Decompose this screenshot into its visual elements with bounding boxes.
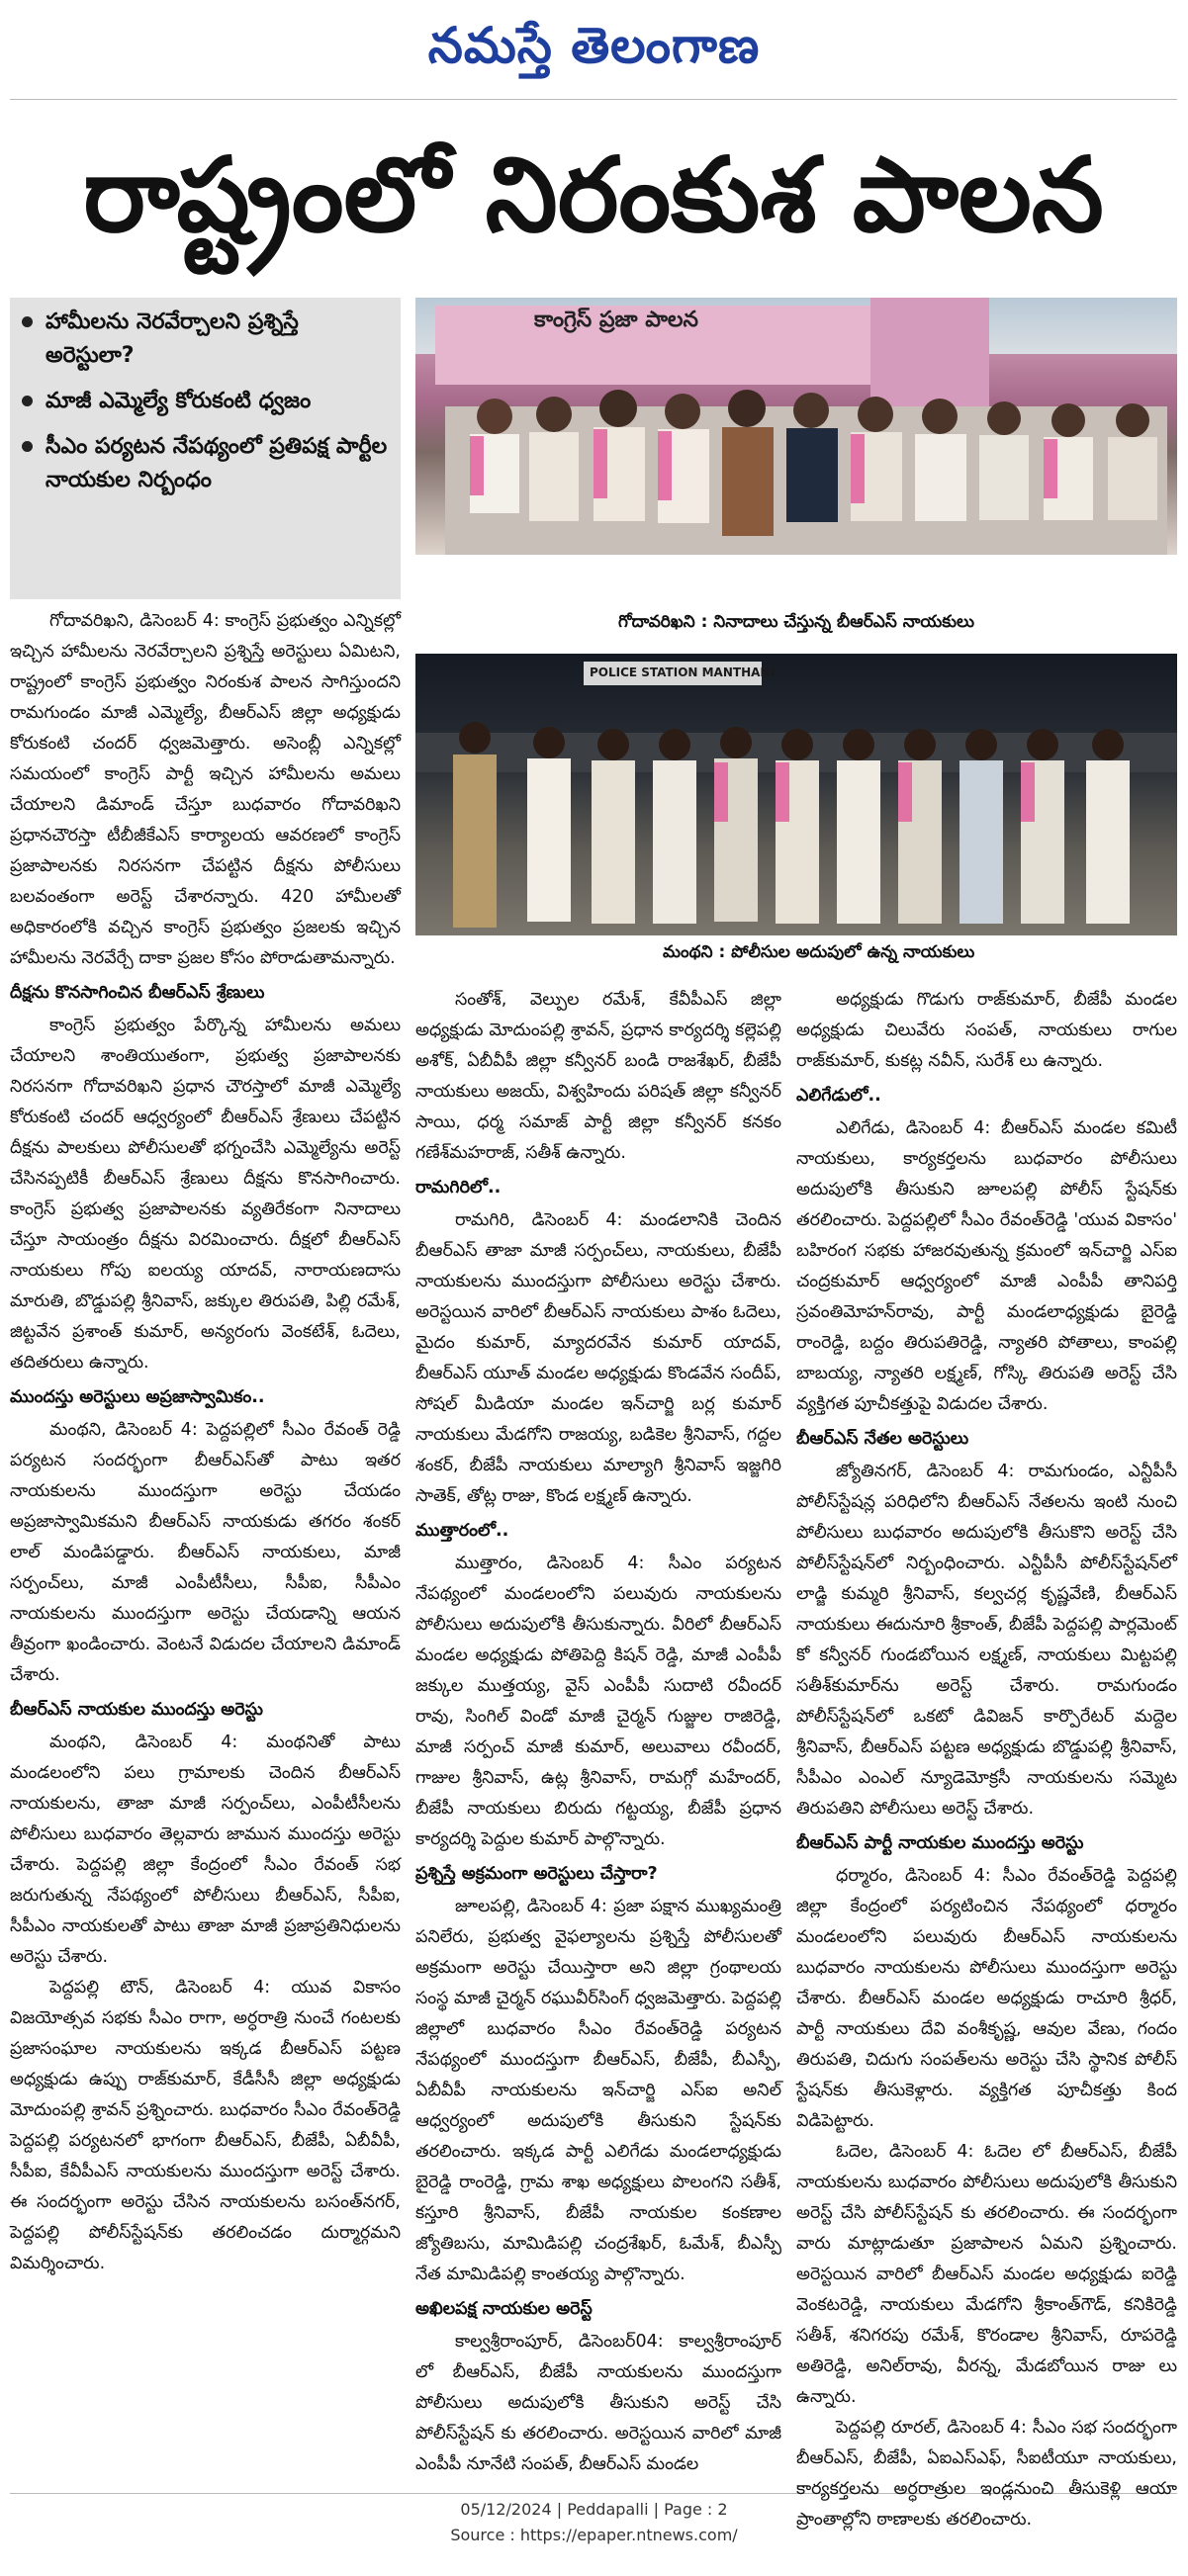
footer-date-line: 05/12/2024 | Peddapalli | Page : 2 (460, 2500, 728, 2519)
photo-protest (415, 298, 1177, 555)
masthead-title: నమస్తే తెలంగాణ (427, 16, 761, 74)
subheading: బీఆర్‌ఎస్ నాయకుల ముందస్తు అరెస్టు (10, 1700, 263, 1720)
paragraph: ఓదెల, డిసెంబర్ 4: ఓదెల లో బీఆర్‌ఎస్, బీజేపీ నాయకులను బుధవారం పోలీసులు అదుపులోకి తీసుకుని అరెస్ట్ చేసి పోలీస్‌స్టేషన్ కు తరలించారు. ఈ సందర్భంగా వారు మాట్లాడుతూ ప్రజాపాలన ఏమని ప్రశ్నించారు. అరెస్టయిన వారిలో బీఆర్‌ఎస్ మండల అధ్యక్షుడు ఐరెడ్డి వెంకటరెడ్డి, నాయకులు మేడగోని శ్రీకాంత్‌గౌడ్, కనికిరెడ్డి సతీశ్, శనిగరపు రమేశ్, కొరండాల శ్రీనివాస్, రూపరెడ్డి అతిరెడ్డి, అనిల్‌రావు, వీరన్న, మేడబోయిన రాజు లు ఉన్నారు. (796, 2142, 1177, 2407)
photo-police-station (415, 654, 1177, 935)
article-column-1 (10, 606, 401, 2485)
subheading: ముందస్తు అరెస్టులు అప్రజాస్వామికం.. (10, 1387, 265, 1407)
paragraph: జ్యోతినగర్, డిసెంబర్ 4: రామగుండం, ఎన్టీపీసీ పోలీస్‌స్టేషన్ల పరిధిలోని బీఆర్‌ఎస్ నేతలను ఇంటి నుంచి పోలీసులు బుధవారం అదుపులోకి తీసుకొని అరెస్ట్ చేసి పోలీస్‌స్టేషన్‌లో నిర్బంధించారు. ఎన్టీపీసీ పోలీస్‌స్టేషన్‌లో లాడ్జి కుమ్మరి శ్రీనివాస్, కల్వచర్ల కృష్ణవేణి, బీఆర్‌ఎస్ నాయకులు ఈదునూరి శ్రీకాంత్, బీజేపీ పెద్దపల్లి పార్లమెంట్ కో కన్వీనర్ గుండబోయిన లక్ష్మణ్, నాయకులు మిట్టపల్లి సతీశ్‌కుమార్‌ను అరెస్ట్ చేశారు. రామగుండం పోలీస్‌స్టేషన్‌లో ఒకటో డివిజన్ కార్పొరేటర్ మద్దెల శ్రీనివాస్, బీఆర్‌ఎస్ పట్టణ అధ్యక్షుడు బొడ్డుపల్లి శ్రీనివాస్, సీపీఎం ఎంఎల్ న్యూడెమోక్రసీ నాయకులను సమ్మెట తిరుపతిని పోలీసులు అరెస్ట్ చేశారు. (796, 1462, 1177, 1819)
paragraph: ఎలిగేడు, డిసెంబర్ 4: బీఆర్‌ఎస్ మండల కమిటీ నాయకులు, కార్యకర్తలను బుధవారం పోలీసులు అదుపులోకి తీసుకుని జూలపల్లి పోలీస్ స్టేషన్‌కు తరలించారు. పెద్దపల్లిలో సీఎం రేవంత్‌రెడ్డి 'యువ వికాసం' బహిరంగ సభకు హాజరవుతున్న క్రమంలో ఇన్‌చార్జి ఎస్‌ఐ చంద్రకుమార్ ఆధ్వర్యంలో మాజీ ఎంపీపీ తానిపర్తి స్రవంతిమోహన్‌రావు, పార్టీ మండలాధ్యక్షుడు బైరెడ్డి రాంరెడ్డి, బద్దం తిరుపతిరెడ్డి, న్యాతరి పోతాలు, కాంపల్లి బాబయ్య, న్యాతరి లక్ష్మణ్, గోస్కి తిరుపతి అరెస్ట్ చేసి వ్యక్తిగత పూచీకత్తుపై విడుదల చేశారు. (796, 1118, 1177, 1414)
subheading: ప్రశ్నిస్తే అక్రమంగా అరెస్టులు చేస్తారా? (415, 1864, 658, 1884)
paragraph: మంథని, డిసెంబర్ 4: మంథనితో పాటు మండలంలోని పలు గ్రామాలకు చెందిన బీఆర్‌ఎస్ నాయకులను, తాజా మాజీ సర్పంచ్‌లు, ఎంపీటీసీలను పోలీసులు బుధవారం తెల్లవారు జామున ముందస్తు అరెస్టు చేశారు. పెద్దపల్లి జిల్లా కేంద్రంలో సీఎం రేవంత్ సభ జరుగుతున్న నేపథ్యంలో పోలీసులు బీఆర్‌ఎస్, సీపీఐ, సీపీఎం నాయకులతో పాటు తాజా మాజీ ప్రజాప్రతినిధులను అరెస్టు చేశారు. (10, 1732, 401, 1967)
subheading: ఎలిగేడులో.. (796, 1086, 881, 1106)
paragraph: కాల్వశ్రీరాంపూర్, డిసెంబర్04: కాల్వశ్రీరాంపూర్ లో బీఆర్‌ఎస్, బీజేపీ నాయకులను ముందస్తుగా పోలీసులు అదుపులోకి తీసుకుని అరెస్ట్ చేసి పోలీస్‌స్టేషన్ కు తరలించారు. అరెస్టయిన వారిలో మాజీ ఎంపీపీ నూనేటి సంపత్, బీఆర్‌ఎస్ మండల (415, 2332, 781, 2474)
article-column-3 (796, 985, 1177, 2530)
paragraph: పెద్దపల్లి టౌన్, డిసెంబర్ 4: యువ వికాసం విజయోత్సవ సభకు సీఎం రాగా, అర్ధరాత్రి నుంచే గంటలకు ప్రజాసంఘాల నాయకులను ఇక్కడ బీఆర్‌ఎస్ పట్టణ అధ్యక్షుడు ఉప్పు రాజ్‌కుమార్, కేడీసీసీ జిల్లా అధ్యక్షుడు మోదుంపల్లి శ్రావన్ ప్రశ్నించారు. బుధవారం సీఎం రేవంత్‌రెడ్డి పెద్దపల్లి పర్యటనలో భాగంగా బీఆర్‌ఎస్, బీజేపీ, ఏబీవీపీ, సీపీఐ, కేవీపీఎస్ నాయకులను ముందస్తుగా అరెస్ట్ చేశారు. ఈ సందర్భంగా అరెస్టు చేసిన నాయకులను బసంత్‌నగర్, పెద్దపల్లి పోలీస్‌స్టేషన్‌కు తరలించడం దుర్మార్గమని విమర్శించారు. (10, 1978, 401, 2273)
paragraph: జూలపల్లి, డిసెంబర్ 4: ప్రజా పక్షాన ముఖ్యమంత్రి పనిలేరు, ప్రభుత్వ వైఫల్యాలను ప్రశ్నిస్తే పోలీసులతో అక్రమంగా అరెస్టు చేయిస్తారా అని జిల్లా గ్రంథాలయ సంస్థ మాజీ చైర్మన్ రఘువీర్‌సింగ్ ధ్వజమెత్తారు. పెద్దపల్లి జిల్లాలో బుధవారం సీఎం రేవంత్‌రెడ్డి పర్యటన నేపథ్యంలో ముందస్తుగా బీఆర్‌ఎస్, బీజేపీ, బీఎస్పీ, ఏబీవీపీ నాయకులను ఇన్‌చార్జి ఎస్‌ఐ అనిల్ ఆధ్వర్యంలో అదుపులోకి తీసుకుని స్టేషన్‌కు తరలించారు. ఇక్కడ పార్టీ ఎలిగేడు మండలాధ్యక్షుడు బైరెడ్డి రాంరెడ్డి, గ్రామ శాఖ అధ్యక్షులు పొలంగని సతీశ్, కస్తూరి శ్రీనివాస్, బీజేపీ నాయకుల కంకణాల జ్యోతిబసు, మామిడిపల్లి చంద్రశేఖర్, ఓమేశ్, బీఎస్పీ నేత మామిడిపల్లి కాంతయ్య పాల్గొన్నారు. (415, 1897, 781, 2284)
paragraph: ముత్తారం, డిసెంబర్ 4: సీఎం పర్యటన నేపథ్యంలో మండలంలోని పలువురు నాయకులను పోలీసులు అదుపులోకి తీసుకున్నారు. వీరిలో బీఆర్‌ఎస్ మండల అధ్యక్షుడు పోతిపెద్ది కిషన్ రెడ్డి, మాజీ ఎంపీపీ జక్కుల ముత్తయ్య, వైస్ ఎంపీపీ సుదాటి రవీందర్ రావు, సింగిల్ విండో మాజీ చైర్మన్ గుజ్జుల రాజిరెడ్డి, మాజీ సర్పంచ్ మాజీ కుమార్, అలువాలు రవీందర్, గాజుల శ్రీనివాస్, ఉట్ల శ్రీనివాస్, రామగ్గో మహేందర్, బీజేపీ నాయకులు బిరుదు గట్టయ్య, బీజేపీ ప్రధాన కార్యదర్శి పెద్దుల కుమార్ పాల్గొన్నారు. (415, 1554, 781, 1849)
highlight-item: హామీలను నెరవేర్చాలని ప్రశ్నిస్తే అరెస్టులా? (20, 306, 391, 373)
paragraph: పెద్దపల్లి రూరల్, డిసెంబర్ 4: సీఎం సభ సందర్భంగా బీఆర్‌ఎస్, బీజేపీ, ఏఐఎస్ఎఫ్, సీఐటీయూ నాయకులు, కార్యకర్తలను అర్ధరాత్రుల ఇండ్లనుంచి తీసుకెళ్లి ఆయా ప్రాంతాల్లోని ఠాణాలకు తరలించారు. (796, 2418, 1177, 2530)
headline (10, 102, 1177, 288)
paragraph: కాంగ్రెస్ ప్రభుత్వం పేర్కొన్న హామీలను అమలు చేయాలని శాంతియుతంగా, ప్రభుత్వ ప్రజాపాలనకు నిరసనగా గోదావరిఖని ప్రధాన చౌరస్తాలో మాజీ ఎమ్మెల్యే కోరుకంటి చందర్ ఆధ్వర్యంలో బీఆర్‌ఎస్ శ్రేణులు చేపట్టిన దీక్షను పాలకులు పోలీసులతో భగ్నంచేసి ఎమ్మెల్యేను అరెస్ట్ చేసినప్పటికీ బీఆర్‌ఎస్ శ్రేణులు దీక్షను కొనసాగించారు. కాంగ్రెస్ ప్రభుత్వ ప్రజాపాలనకు వ్యతిరేకంగా నినాదాలు చేస్తూ సాయంత్రం దీక్షను విరమించారు. దీక్షలో బీఆర్‌ఎస్ నాయకులు గోపు ఐలయ్య యాదవ్, నారాయణదాసు మారుతి, బొడ్డుపల్లి శ్రీనివాస్, జక్కుల తిరుపతి, పిల్లి రమేశ్, జిట్టవేన ప్రశాంత్ కుమార్, అన్యరంగు వెంకటేశ్, ఓదెలు, తదితరులు ఉన్నారు. (10, 1016, 401, 1373)
paragraph: ధర్మారం, డిసెంబర్ 4: సీఎం రేవంత్‌రెడ్డి పెద్దపల్లి జిల్లా కేంద్రంలో పర్యటించిన నేపథ్యంలో ధర్మారం మండలంలోని పలువురు బీఆర్‌ఎస్ నాయకులను బుధవారం నాయకులను పోలీసులు ముందస్తుగా అరెస్టు చేశారు. బీఆర్‌ఎస్ మండల అధ్యక్షుడు రాచూరి శ్రీధర్, పార్టీ నాయకులు దేవి వంశీకృష్ణ, ఆవుల వేణు, గందం తిరుపతి, చిదుగు సంపత్‌లను అరెస్టు చేసి స్థానిక పోలీస్ స్టేషన్‌కు తీసుకెళ్లారు. వ్యక్తిగత పూచీకత్తు కింద విడిపెట్టారు. (796, 1866, 1177, 2131)
photo-protest-banner-text: కాంగ్రెస్ ప్రజా పాలన (534, 308, 698, 332)
photo-protest-image (415, 298, 1177, 555)
subheading: దీక్షను కొనసాగించిన బీఆర్‌ఎస్ శ్రేణులు (10, 983, 265, 1003)
subheading: బీఆర్‌ఎస్ నేతల అరెస్టులు (796, 1429, 969, 1449)
highlights-box (10, 298, 401, 599)
photo-police-station-image (415, 654, 1177, 935)
masthead (0, 0, 1188, 91)
subheading: అఖిలపక్ష నాయకుల అరెస్ట్ (415, 2299, 593, 2319)
paragraph: గోదావరిఖని, డిసెంబర్ 4: కాంగ్రెస్ ప్రభుత్వం ఎన్నికల్లో ఇచ్చిన హామీలను నెరవేర్చాలని ప్రశ్నిస్తే అరెస్టులు ఏమిటని, రాష్ట్రంలో కాంగ్రెస్ ప్రభుత్వం నిరంకుశ పాలన సాగిస్తుందని రామగుండం మాజీ ఎమ్మెల్యే, బీఆర్‌ఎస్ జిల్లా అధ్యక్షుడు కోరుకంటి చందర్ ధ్వజమెత్తారు. అసెంబ్లీ ఎన్నికల్లో సమయంలో కాంగ్రెస్ పార్టీ ఇచ్చిన హామీలను అమలు చేయాలని డిమాండ్ చేస్తూ బుధవారం గోదావరిఖని ప్రధానచౌరస్తా టీబీజీకేఎస్ కార్యాలయ ఆవరణలో కాంగ్రెస్ ప్రజాపాలనకు నిరసనగా చేపట్టిన దీక్షను పోలీసులు బలవంతంగా అరెస్ట్ చేశారన్నారు. 420 హామీలతో అధికారంలోకి వచ్చిన కాంగ్రెస్ ప్రభుత్వం ప్రజలకు ఇచ్చిన హామీలను నెరవేర్చే దాకా ప్రజల కోసం పోరాడుతామన్నారు. (10, 611, 401, 968)
headline-text: రాష్ట్రంలో నిరంకుశ పాలన (83, 133, 1104, 255)
photo-protest-caption: గోదావరిఖని : నినాదాలు చేస్తున్న బీఆర్‌ఎస్ నాయకులు (618, 612, 974, 632)
highlight-item: సీఎం పర్యటన నేపథ్యంలో ప్రతిపక్ష పార్టీల నాయకుల నిర్బంధం (20, 430, 391, 497)
subheading: రామగిరిలో.. (415, 1178, 502, 1198)
paragraph: మంథని, డిసెంబర్ 4: పెద్దపల్లిలో సీఎం రేవంత్ రెడ్డి పర్యటన సందర్భంగా బీఆర్‌ఎస్‌తో పాటు ఇతర నాయకులను ముందస్తుగా అరెస్టు చేయడం అప్రజాస్వామికమని బీఆర్‌ఎస్ నాయకుడు తగరం శంకర్ లాల్ మండిపడ్డారు. బీఆర్‌ఎస్ నాయకులు, మాజీ సర్పంచ్‌లు, మాజీ ఎంపీటీసీలు, సీపీఐ, సీపీఎం నాయకులను ముందస్తుగా అరెస్టు చేయడాన్ని ఆయన తీవ్రంగా ఖండించారు. వెంటనే విడుదల చేయాలని డిమాండ్ చేశారు. (10, 1420, 401, 1685)
subheading: ముత్తారంలో.. (415, 1521, 509, 1541)
photo-police-station-caption: మంథని : పోలీసుల అదుపులో ఉన్న నాయకులు (663, 942, 975, 962)
paragraph: సంతోశ్, వెల్పుల రమేశ్, కేవీపీఎస్ జిల్లా అధ్యక్షుడు మోదుంపల్లి శ్రావన్, ప్రధాన కార్యదర్శి కల్లెపల్లి అశోక్, ఏబీవీపీ జిల్లా కన్వీనర్ బండి రాజశేఖర్, బీజేపీ నాయకులు అజయ్, విశ్వహిందు పరిషత్ జిల్లా కన్వీనర్ సాయి, ధర్మ సమాజ్ పార్టీ జిల్లా కన్వీనర్ కనకం గణేశ్‌మహరాజ్, సతీశ్ ఉన్నారు. (415, 990, 781, 1163)
footer-source-link[interactable]: Source : https://epaper.ntnews.com/ (450, 2526, 738, 2544)
subheading: బీఆర్‌ఎస్ పార్టీ నాయకుల ముందస్తు అరెస్టు (796, 1833, 1084, 1853)
paragraph: రామగిరి, డిసెంబర్ 4: మండలానికి చెందిన బీఆర్‌ఎస్ తాజా మాజీ సర్పంచ్‌లు, నాయకులు, బీజేపీ నాయకులను ముందస్తుగా పోలీసులు అరెస్టు చేశారు. అరెస్టయిన వారిలో బీఆర్‌ఎస్ నాయకులు పాశం ఓదెలు, మైదం కుమార్, మ్యాదరవేన కుమార్ యాదవ్, బీఆర్‌ఎస్ యూత్ మండల అధ్యక్షుడు కొండవేన సందీప్, సోషల్ మీడియా మండల ఇన్‌చార్జి బర్ల కుమార్ నాయకులు మేడగోని రాజయ్య, బడికెల శ్రీనివాస్, గద్దల శంకర్, బీజేపీ నాయకులు మాల్యాగి శ్రీనివాస్ ఇజ్జగిరి సాతెక్, తోట్ల రాజు, కొండ లక్ష్మణ్ ఉన్నారు. (415, 1210, 781, 1506)
photo-police-station-sign: POLICE STATION MANTHANI (590, 666, 775, 679)
article-column-2 (415, 985, 781, 2485)
highlight-item: మాజీ ఎమ్మెల్యే కోరుకంటి ధ్వజం (20, 385, 391, 418)
page-footer (0, 2497, 1188, 2548)
paragraph: అధ్యక్షుడు గొడుగు రాజ్‌కుమార్, బీజేపీ మండల అధ్యక్షుడు చిలువేరు సంపత్, నాయకులు రాగుల రాజ్‌కుమార్, కుకట్ల నవీన్, సురేశ్ లు ఉన్నారు. (796, 990, 1177, 1071)
